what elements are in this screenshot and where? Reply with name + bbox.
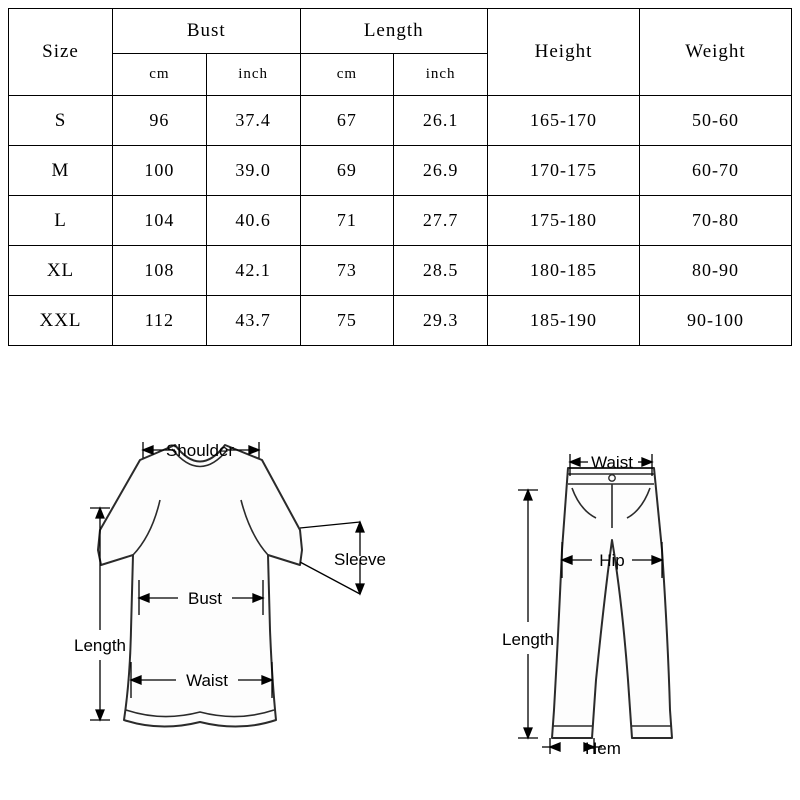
header-height: Height [488,9,640,96]
pants-length-label: Length [502,630,554,649]
measurement-diagrams [0,350,800,770]
table-body [9,96,792,346]
table-head [9,9,792,96]
cell-bust-cm: 112 [113,296,207,346]
cell-length-inch: 26.9 [394,146,488,196]
cell-length-cm: 71 [300,196,394,246]
header-bust: Bust [113,9,301,54]
cell-weight: 80-90 [640,246,792,296]
cell-length-inch: 27.7 [394,196,488,246]
cell-bust-cm: 108 [113,246,207,296]
waist-label: Waist [186,671,228,690]
pants-diagram [400,350,800,770]
cell-bust-cm: 104 [113,196,207,246]
tshirt-diagram [0,350,400,770]
pants-length-dimension [518,490,538,738]
pants-hem-label: Hem [585,739,621,758]
cell-bust-inch: 39.0 [206,146,300,196]
cell-size: L [9,196,113,246]
cell-height: 165-170 [488,96,640,146]
cell-length-inch: 29.3 [394,296,488,346]
cell-length-inch: 28.5 [394,246,488,296]
pants-waist-label: Waist [591,453,633,472]
table-row [9,146,792,196]
cell-size: M [9,146,113,196]
cell-weight: 60-70 [640,146,792,196]
cell-weight: 90-100 [640,296,792,346]
header-size: Size [9,9,113,96]
table-row [9,96,792,146]
table-row [9,246,792,296]
cell-height: 185-190 [488,296,640,346]
cell-length-cm: 69 [300,146,394,196]
cell-bust-inch: 40.6 [206,196,300,246]
cell-size: XL [9,246,113,296]
cell-bust-inch: 43.7 [206,296,300,346]
cell-weight: 70-80 [640,196,792,246]
cell-bust-cm: 100 [113,146,207,196]
pants-hip-label: Hip [599,551,625,570]
header-length-cm: cm [300,54,394,96]
length-label: Length [74,636,126,655]
cell-weight: 50-60 [640,96,792,146]
cell-size: S [9,96,113,146]
cell-height: 175-180 [488,196,640,246]
cell-bust-inch: 42.1 [206,246,300,296]
shoulder-label: Shoulder [165,441,235,460]
header-length: Length [300,9,488,54]
table-header-row-main [9,9,792,54]
cell-height: 180-185 [488,246,640,296]
header-length-inch: inch [394,54,488,96]
cell-length-inch: 26.1 [394,96,488,146]
cell-size: XXL [9,296,113,346]
sleeve-label: Sleeve [334,550,386,569]
size-chart-container [0,0,800,346]
header-bust-inch: inch [206,54,300,96]
header-bust-cm: cm [113,54,207,96]
cell-length-cm: 73 [300,246,394,296]
cell-bust-inch: 37.4 [206,96,300,146]
cell-height: 170-175 [488,146,640,196]
table-row [9,196,792,246]
cell-bust-cm: 96 [113,96,207,146]
cell-length-cm: 67 [300,96,394,146]
bust-label: Bust [187,589,223,608]
size-chart-table [8,8,792,346]
cell-length-cm: 75 [300,296,394,346]
table-row [9,296,792,346]
header-weight: Weight [640,9,792,96]
